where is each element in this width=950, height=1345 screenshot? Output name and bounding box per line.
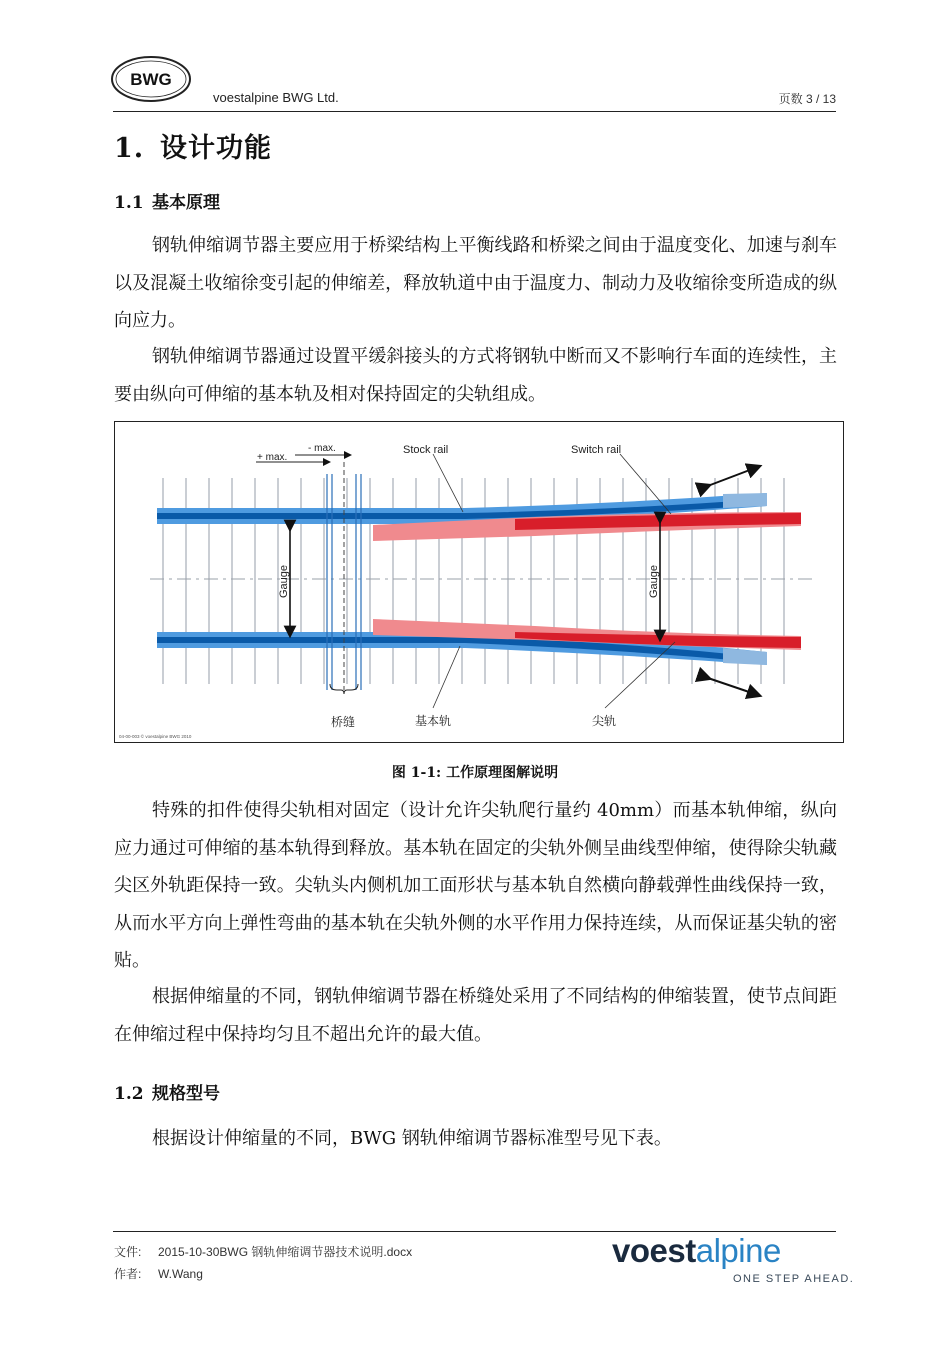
diagram-svg (115, 422, 843, 742)
section-1-title: 设计功能 (160, 133, 272, 164)
upper-movement-arrow (705, 468, 755, 487)
file-label: 文件: (114, 1245, 142, 1259)
stock-rail-cn-label: 基本轨 (415, 714, 452, 728)
author-value: W.Wang (158, 1267, 203, 1281)
paragraph-3: 特殊的扣件使得尖轨相对固定（设计允许尖轨爬行量约 40mm）而基本轨伸缩，纵向应力通过可伸缩的基本轨得到释放。基本轨在固定的尖轨外侧呈曲线型伸缩，使得除尖轨藏尖区外轨距保持一致。尖轨头内侧机加工面形状与基本轨自然横向静载弹性曲线保持一致，从而水平方向上弹性弯曲的基本轨在尖轨外侧的水平作用力保持连续，从而保证基尖轨的密贴。 (114, 800, 837, 971)
section-1-2-number: 1.2 (114, 1084, 144, 1104)
header-divider (113, 111, 836, 112)
paragraph-1: 钢轨伸缩调节器主要应用于桥梁结构上平衡线路和桥梁之间由于温度变化、加速与刹车以及混凝土收缩徐变引起的伸缩差，释放轨道中由于温度力、制动力及收缩徐变所造成的纵向应力。 (114, 235, 837, 331)
section-1-2-title: 规格型号 (152, 1084, 220, 1104)
author-label: 作者: (114, 1267, 142, 1281)
section-1-number: 1. (114, 133, 145, 164)
minus-max-label: - max. (308, 443, 336, 454)
section-1-1-heading (114, 188, 220, 213)
brand-alpine: alpine (695, 1232, 781, 1269)
footer-author (114, 1265, 203, 1282)
figure-caption: 图 1-1: 工作原理图解说明 (391, 765, 559, 781)
footer-file (114, 1243, 412, 1260)
section-1-1-title: 基本原理 (152, 193, 220, 213)
section-1-1-number: 1.1 (114, 193, 144, 213)
figure-copyright: 04-00-003 © voestalpine BWG 2010 (119, 734, 192, 739)
gauge-label-right: Gauge (648, 564, 660, 598)
logo-text: BWG (130, 70, 172, 89)
upper-stock-rail-end (723, 493, 767, 508)
brand-tagline: ONE STEP AHEAD. (733, 1273, 855, 1285)
switch-rail-cn-label: 尖轨 (592, 714, 617, 728)
switch-rail-label: Switch rail (571, 444, 622, 456)
paragraph-4: 根据伸缩量的不同，钢轨伸缩调节器在桥缝处采用了不同结构的伸缩装置，使节点间距在伸缩过程中保持均匀且不超出允许的最大值。 (114, 986, 837, 1045)
page-number: 页数 3 / 13 (778, 92, 836, 106)
company-name: voestalpine BWG Ltd. (213, 90, 339, 105)
paragraph-2: 钢轨伸缩调节器通过设置平缓斜接头的方式将钢轨中断而又不影响行车面的连续性，主要由纵向可伸缩的基本轨及相对保持固定的尖轨组成。 (114, 346, 837, 405)
paragraph-5: 根据设计伸缩量的不同，BWG 钢轨伸缩调节器标准型号见下表。 (152, 1128, 672, 1149)
voestalpine-logo (612, 1232, 781, 1270)
bwg-logo (110, 54, 192, 104)
brand-voest: voest (612, 1232, 696, 1269)
gauge-label-left: Gauge (278, 564, 290, 598)
bridge-gap-label: 桥缝 (331, 715, 356, 729)
plus-max-label: + max. (257, 452, 288, 463)
file-value: 2015-10-30BWG 钢轨伸缩调节器技术说明.docx (158, 1245, 413, 1259)
expansion-joint-diagram (114, 421, 844, 743)
section-1-2-heading (114, 1079, 220, 1104)
section-1-heading (114, 126, 272, 165)
lower-movement-arrow (705, 677, 755, 694)
stock-rail-label: Stock rail (403, 444, 449, 456)
